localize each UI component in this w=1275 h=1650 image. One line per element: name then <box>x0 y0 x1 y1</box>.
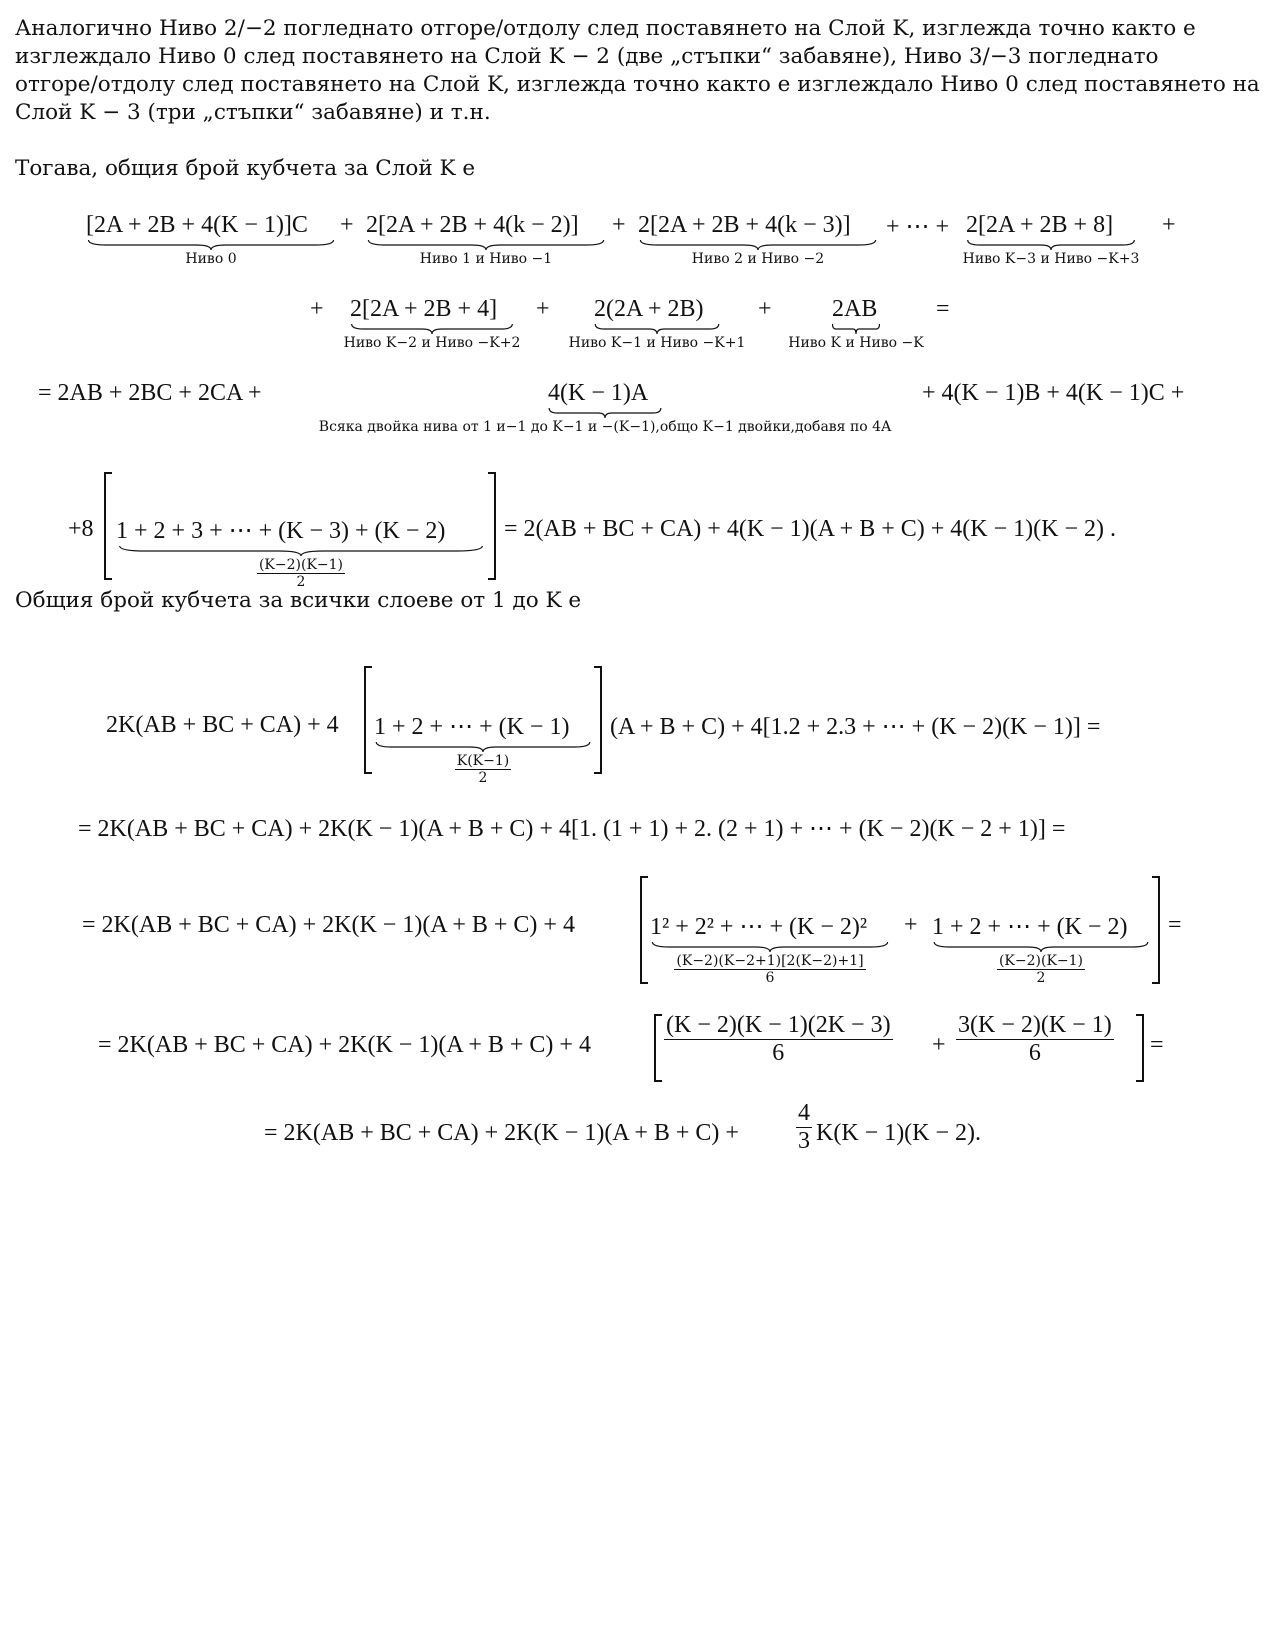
eq3-left: = 2AB + 2BC + 2CA + <box>38 380 262 406</box>
right-bracket <box>1152 876 1160 984</box>
all-layers-total-text: Общия брой кубчета за всички слоеве от 1 до K е <box>15 588 582 613</box>
plus-sign: + <box>340 212 354 238</box>
plus-sign: + <box>932 1032 946 1058</box>
underbrace <box>594 323 720 335</box>
equals-sign: = <box>936 296 950 322</box>
equation-8 <box>0 1012 1275 1084</box>
equals-sign: = <box>1150 1032 1164 1058</box>
brace-label: Всяка двойка нива от 1 и−1 до K−1 и −(K−1),общо K−1 двойки,добавя по 4A <box>318 419 892 435</box>
eq4-left: +8 <box>68 516 94 542</box>
brace-label: Ниво K−3 и Ниво −K+3 <box>962 251 1140 267</box>
underbrace <box>832 323 880 335</box>
right-bracket <box>488 472 496 580</box>
right-bracket <box>1136 1014 1144 1082</box>
brace-label: Ниво 0 <box>185 251 237 267</box>
brace-label-fraction: $\frac{(K-2)(K-2+1)[2(K-2)+1]}{6}$ <box>676 953 864 986</box>
brace-label: Ниво K−2 и Ниво −K+2 <box>343 335 521 351</box>
underbrace <box>116 545 486 557</box>
eq9-left: = 2K(AB + BC + CA) + 2K(K − 1)(A + B + C) + <box>264 1120 739 1146</box>
intro-line-3: отгоре/отдолу след поставянето на Слой K, изглежда точно както е изглеждало Ниво 0 след поставянето на <box>15 72 1260 97</box>
equation-1 <box>0 212 1275 272</box>
underbrace <box>966 239 1136 251</box>
eq1-term-2: 2[2A + 2B + 4(k − 2)] Ниво 1 и Ниво −1 <box>366 212 606 267</box>
eq7-left: = 2K(AB + BC + CA) + 2K(K − 1)(A + B + C) + 4 <box>82 912 575 938</box>
brace-label-fraction: $\frac{(K-2)(K-1)}{2}$ <box>998 953 1084 986</box>
eq4-right: = 2(AB + BC + CA) + 4(K − 1)(A + B + C) + 4(K − 1)(K − 2) . <box>504 516 1116 542</box>
equation-4 <box>0 472 1275 590</box>
eq7-term-1: 1² + 2² + ⋯ + (K − 2)² $\frac{(K-2)(K-2+1)[2(K-2)+1]}{6}$ <box>650 912 890 986</box>
plus-sign: + <box>1162 212 1176 238</box>
fraction-1: $\frac{(K - 2)(K - 1)(2K - 3)}{6}$ <box>666 1012 891 1066</box>
eq2-term-1: 2[2A + 2B + 4] Ниво K−2 и Ниво −K+2 <box>350 296 514 351</box>
left-bracket <box>640 876 648 984</box>
eq1-term-1: [2A + 2B + 4(K − 1)]C Ниво 0 <box>86 212 336 267</box>
underbrace <box>366 239 606 251</box>
layer-total-text: Тогава, общия брой кубчета за Слой K е <box>15 156 476 181</box>
underbrace <box>548 407 662 419</box>
plus-sign: + <box>310 296 324 322</box>
eq5-right: (A + B + C) + 4[1.2 + 2.3 + ⋯ + (K − 2)(K − 1)] = <box>610 714 1101 740</box>
eq7-term-2: 1 + 2 + ⋯ + (K − 2) $\frac{(K-2)(K-1)}{2}$ <box>932 912 1150 986</box>
eq4-term-1: 1 + 2 + 3 + ⋯ + (K − 3) + (K − 2) $\frac{(K-2)(K-1)}{2}$ <box>116 516 486 590</box>
underbrace <box>374 741 592 753</box>
plus-sign: + <box>536 296 550 322</box>
equation-2 <box>0 296 1275 356</box>
underbrace <box>650 941 890 953</box>
underbrace <box>350 323 514 335</box>
equation-6: = 2K(AB + BC + CA) + 2K(K − 1)(A + B + C) + 4[1. (1 + 1) + 2. (2 + 1) + ⋯ + (K − 2)(K − 2 + 1)] = <box>78 816 1066 842</box>
right-bracket <box>594 666 602 774</box>
underbrace <box>638 239 878 251</box>
left-bracket <box>654 1014 662 1082</box>
equation-5 <box>0 676 1275 786</box>
fraction-four-thirds: $\frac{4}{3}$ <box>798 1100 810 1154</box>
brace-label-fraction: $\frac{K(K-1)}{2}$ <box>456 753 510 786</box>
plus-sign: + <box>612 212 626 238</box>
fraction-2: $\frac{3(K - 2)(K - 1)}{6}$ <box>958 1012 1112 1066</box>
eq9-right: K(K − 1)(K − 2). <box>816 1120 982 1146</box>
brace-label-fraction: $\frac{(K-2)(K-1)}{2}$ <box>258 557 344 590</box>
brace-label: Ниво K и Ниво −K <box>788 335 924 351</box>
brace-label: Ниво 2 и Ниво −2 <box>691 251 825 267</box>
eq1-term-3: 2[2A + 2B + 4(k − 3)] Ниво 2 и Ниво −2 <box>638 212 878 267</box>
eq5-term-1: 1 + 2 + ⋯ + (K − 1) $\frac{K(K-1)}{2}$ <box>374 712 592 786</box>
equation-3 <box>0 380 1275 440</box>
equation-7 <box>0 876 1275 986</box>
brace-label: Ниво 1 и Ниво −1 <box>419 251 553 267</box>
eq1-term-4: 2[2A + 2B + 8] Ниво K−3 и Ниво −K+3 <box>966 212 1136 267</box>
eq5-left: 2K(AB + BC + CA) + 4 <box>106 712 339 738</box>
intro-line-4: Слой K − 3 (три „стъпки“ забавяне) и т.н. <box>15 100 491 125</box>
left-bracket <box>364 666 372 774</box>
plus-ellipsis: + ⋯ + <box>886 214 950 240</box>
brace-label: Ниво K−1 и Ниво −K+1 <box>568 335 746 351</box>
underbrace <box>932 941 1150 953</box>
eq2-term-2: 2(2A + 2B) Ниво K−1 и Ниво −K+1 <box>594 296 720 351</box>
eq3-term-1: 4(K − 1)A Всяка двойка нива от 1 и−1 до K−1 и −(K−1),общо K−1 двойки,добавя по 4A <box>548 380 662 435</box>
equals-sign: = <box>1168 912 1182 938</box>
left-bracket <box>104 472 112 580</box>
underbrace <box>86 239 336 251</box>
equation-9 <box>0 1100 1275 1170</box>
intro-line-1: Аналогично Ниво 2/−2 погледнато отгоре/отдолу след поставянето на Слой K, изглежда точно както е <box>15 16 1196 41</box>
plus-sign: + <box>904 912 918 938</box>
eq8-left: = 2K(AB + BC + CA) + 2K(K − 1)(A + B + C) + 4 <box>98 1032 591 1058</box>
plus-sign: + <box>758 296 772 322</box>
eq3-right: + 4(K − 1)B + 4(K − 1)C + <box>922 380 1185 406</box>
eq2-term-3: 2AB Ниво K и Ниво −K <box>832 296 880 351</box>
intro-line-2: изглеждало Ниво 0 след поставянето на Слой K − 2 (две „стъпки“ забавяне), Ниво 3/−3 погледнато <box>15 44 1159 69</box>
